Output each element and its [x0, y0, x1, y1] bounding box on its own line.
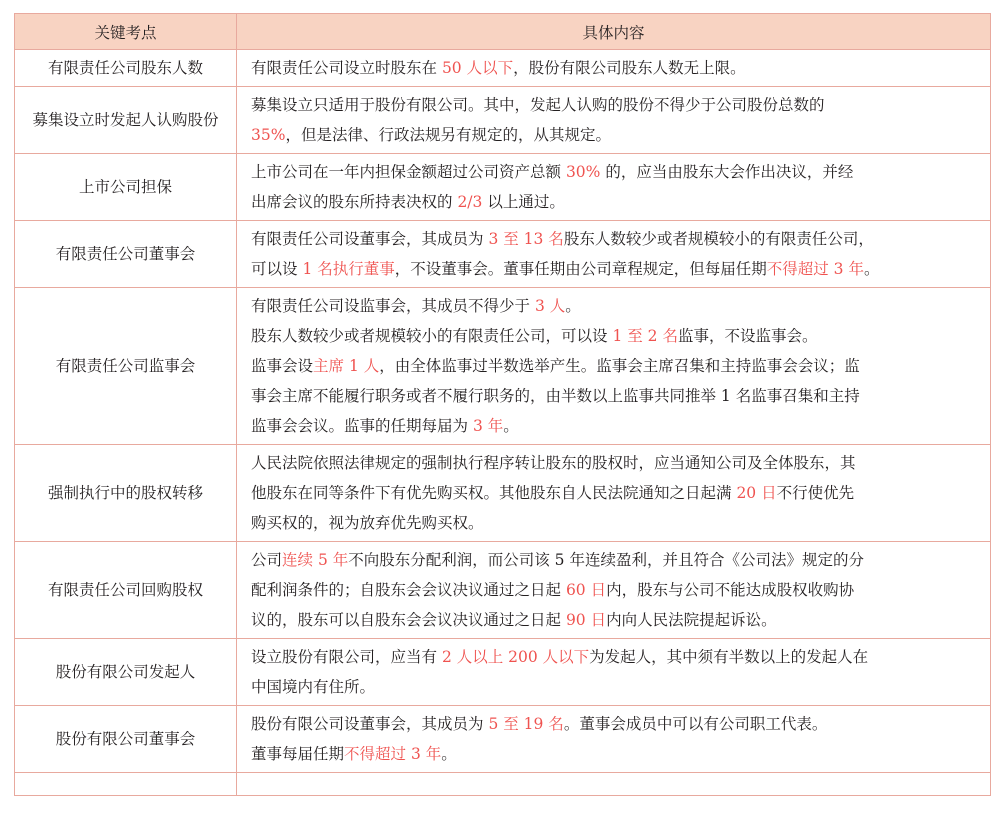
highlight-text: 2 人以上 200 人以下	[441, 648, 590, 666]
content-text: 购买权的，视为放弃优先购买权。	[251, 514, 484, 532]
content-text: 议的，股东可以自股东会会议决议通过之日起	[251, 611, 566, 629]
key-point-cell: 有限责任公司回购股权	[15, 542, 237, 639]
content-text: ，股份有限公司股东人数无上限。	[513, 59, 746, 77]
key-point-cell: 募集设立时发起人认购股份	[15, 87, 237, 154]
content-text: 内向人民法院提起诉讼。	[606, 611, 777, 629]
content-cell	[237, 773, 991, 796]
content-text: 董事每届任期	[251, 745, 345, 763]
content-text: ，由全体监事过半数选举产生。监事会主席召集和主持监事会会议；监	[379, 357, 860, 375]
content-line	[251, 709, 980, 739]
highlight-text: 主席 1 人	[313, 357, 380, 375]
content-cell	[237, 542, 991, 639]
table-row-partial	[15, 773, 991, 796]
content-cell	[237, 445, 991, 542]
content-text: 内，股东与公司不能达成股权收购协	[606, 581, 855, 599]
key-point-cell: 上市公司担保	[15, 154, 237, 221]
table-row	[15, 50, 991, 87]
highlight-text: 3 年	[472, 417, 504, 435]
content-cell	[237, 639, 991, 706]
content-text: 配利润条件的；自股东会会议决议通过之日起	[251, 581, 566, 599]
content-line	[251, 321, 980, 351]
content-text: 可以设	[251, 260, 303, 278]
content-text: 有限责任公司设董事会，其成员为	[251, 230, 489, 248]
knowledge-table	[14, 13, 991, 796]
content-text: 股东人数较少或者规模较小的有限责任公司，	[563, 230, 874, 248]
table-header-row	[15, 14, 991, 50]
content-text: 不向股东分配利润，而公司该 5 年连续盈利，并且符合《公司法》规定的分	[348, 551, 864, 569]
content-cell	[237, 706, 991, 773]
key-point-cell: 股份有限公司发起人	[15, 639, 237, 706]
highlight-text: 35%	[251, 126, 286, 144]
header-content: 具体内容	[237, 14, 991, 50]
content-line	[251, 254, 980, 284]
content-line	[251, 224, 980, 254]
table-row	[15, 221, 991, 288]
table-row	[15, 639, 991, 706]
table-body	[15, 50, 991, 796]
table-row	[15, 445, 991, 542]
content-text: ，但是法律、行政法规另有规定的，从其规定。	[285, 126, 611, 144]
content-text: 监事，不设监事会。	[677, 327, 818, 345]
highlight-text: 2/3	[457, 193, 483, 211]
content-text: 。董事会成员中可以有公司职工代表。	[563, 715, 828, 733]
table-row	[15, 87, 991, 154]
content-text: 。	[441, 745, 457, 763]
content-text: 。	[565, 297, 581, 315]
table-row	[15, 154, 991, 221]
table-row	[15, 706, 991, 773]
highlight-text: 20 日	[736, 484, 777, 502]
content-text: 监事会设	[251, 357, 314, 375]
content-line	[251, 53, 980, 83]
content-text: 的，应当由股东大会作出决议，并经	[600, 163, 854, 181]
highlight-text: 连续 5 年	[282, 551, 349, 569]
key-point-cell: 股份有限公司董事会	[15, 706, 237, 773]
highlight-text: 1 名执行董事	[302, 260, 395, 278]
key-point-cell: 有限责任公司董事会	[15, 221, 237, 288]
content-cell	[237, 154, 991, 221]
content-line	[251, 739, 980, 769]
content-text: 股东人数较少或者规模较小的有限责任公司，可以设	[251, 327, 613, 345]
content-text: 事会主席不能履行职务或者不履行职务的，由半数以上监事共同推举 1 名监事召集和主持	[251, 387, 860, 405]
content-line	[251, 605, 980, 635]
content-text: 设立股份有限公司，应当有	[251, 648, 442, 666]
content-line	[251, 90, 980, 120]
content-line	[251, 291, 980, 321]
content-text: 募集设立只适用于股份有限公司。其中，发起人认购的股份不得少于公司股份总数的	[251, 96, 825, 114]
content-text: 有限责任公司设监事会，其成员不得少于	[251, 297, 535, 315]
content-cell	[237, 87, 991, 154]
content-line	[251, 187, 980, 217]
content-text: 不行使优先	[776, 484, 855, 502]
content-line	[251, 545, 980, 575]
content-text: ，不设董事会。董事任期由公司章程规定，但每届任期	[394, 260, 767, 278]
highlight-text: 3 至 13 名	[488, 230, 564, 248]
content-line	[251, 478, 980, 508]
content-line	[251, 157, 980, 187]
key-point-cell: 有限责任公司监事会	[15, 288, 237, 445]
content-line	[251, 351, 980, 381]
content-text: 以上通过。	[482, 193, 565, 211]
content-text: 他股东在同等条件下有优先购买权。其他股东自人民法院通知之日起满	[251, 484, 737, 502]
key-point-cell: 有限责任公司股东人数	[15, 50, 237, 87]
content-line	[251, 381, 980, 411]
content-line	[251, 508, 980, 538]
content-text: 为发起人，其中须有半数以上的发起人在	[589, 648, 869, 666]
content-line	[251, 120, 980, 150]
content-text: 。	[863, 260, 880, 278]
content-line	[251, 411, 980, 441]
content-text: 中国境内有住所。	[251, 678, 376, 696]
key-point-cell	[15, 773, 237, 796]
content-text: 股份有限公司设董事会，其成员为	[251, 715, 489, 733]
highlight-text: 不得超过 3 年	[766, 260, 864, 278]
content-text: 有限责任公司设立时股东在	[251, 59, 442, 77]
content-text: 。	[503, 417, 519, 435]
key-point-cell: 强制执行中的股权转移	[15, 445, 237, 542]
knowledge-table-container	[14, 13, 990, 796]
table-row	[15, 542, 991, 639]
content-text: 出席会议的股东所持表决权的	[251, 193, 458, 211]
content-line	[251, 672, 980, 702]
highlight-text: 60 日	[565, 581, 607, 599]
highlight-text: 50 人以下	[441, 59, 514, 77]
highlight-text: 30%	[565, 163, 601, 181]
content-line	[251, 448, 980, 478]
content-text: 公司	[251, 551, 283, 569]
highlight-text: 5 至 19 名	[488, 715, 564, 733]
highlight-text: 1 至 2 名	[612, 327, 678, 345]
highlight-text: 3 人	[534, 297, 566, 315]
content-text: 人民法院依照法律规定的强制执行程序转让股东的股权时，应当通知公司及全体股东，其	[251, 454, 856, 472]
content-cell	[237, 50, 991, 87]
content-cell	[237, 221, 991, 288]
content-text: 上市公司在一年内担保金额超过公司资产总额	[251, 163, 566, 181]
highlight-text: 不得超过 3 年	[344, 745, 442, 763]
content-cell	[237, 288, 991, 445]
content-text: 监事会会议。监事的任期每届为	[251, 417, 473, 435]
header-key-point: 关键考点	[15, 14, 237, 50]
content-line	[251, 575, 980, 605]
highlight-text: 90 日	[565, 611, 607, 629]
content-line	[251, 642, 980, 672]
table-row	[15, 288, 991, 445]
